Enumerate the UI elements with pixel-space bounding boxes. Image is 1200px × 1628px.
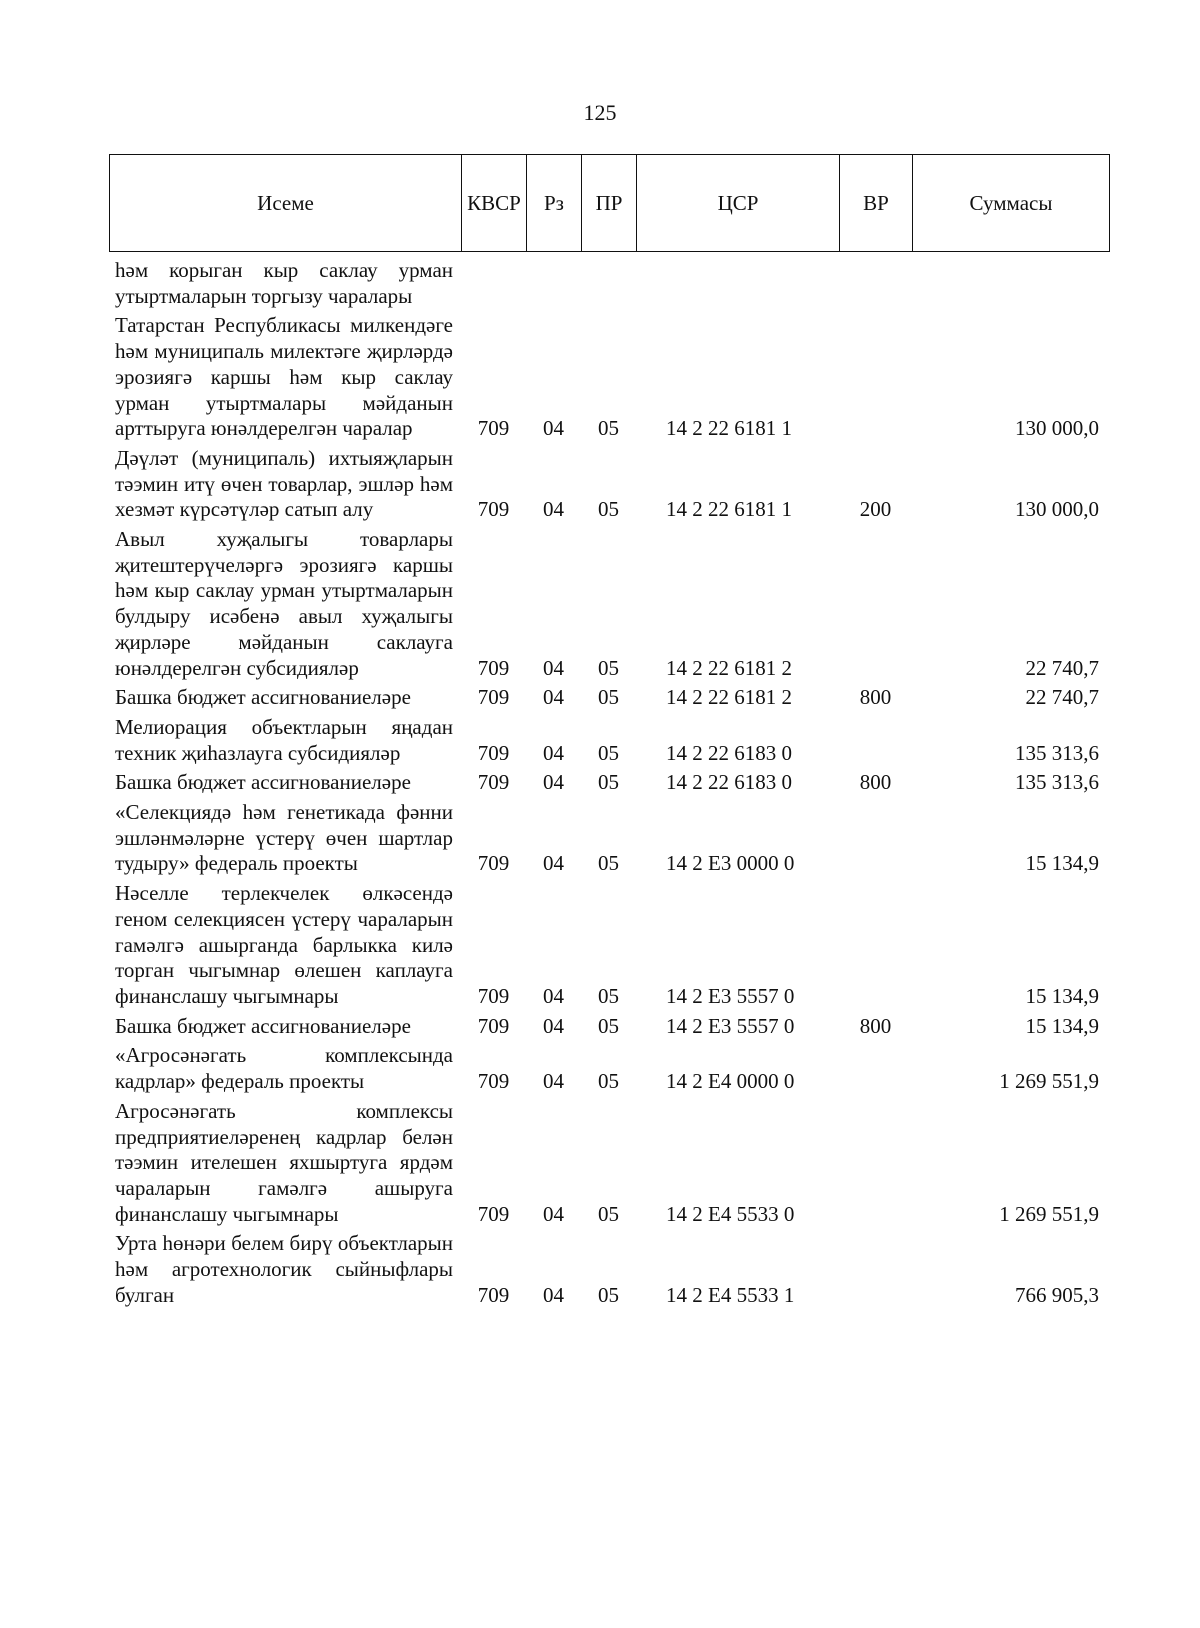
cell-name: «Селекциядә һәм генетикада фәнни эшләнмәләрне үстерү өчен шартлар тудыру» федераль проекты (115, 800, 453, 876)
cell-pr: 05 (598, 1069, 619, 1094)
cell-csr: 14 2 E3 5557 0 (666, 983, 795, 1008)
cell-sum: 130 000,0 (1015, 416, 1099, 441)
cell-pr: 05 (598, 655, 619, 680)
cell-sum: 766 905,3 (1015, 1282, 1099, 1307)
cell-name: Башка бюджет ассигнованиеләре (115, 1013, 411, 1038)
table-row (109, 800, 1109, 877)
cell-sum: 1 269 551,9 (999, 1201, 1099, 1226)
table-header (109, 154, 1110, 252)
cell-csr: 14 2 22 6181 2 (666, 655, 792, 680)
header-vr: ВР (840, 155, 913, 252)
cell-sum: 15 134,9 (1025, 983, 1099, 1008)
cell-name: һәм корыган кыр саклау урман утыртмаларын торгызу чаралары (115, 258, 453, 308)
cell-csr: 14 2 E3 0000 0 (666, 851, 795, 876)
cell-name: Урта һөнәри белем бирү объектларын һәм агротехнологик сыйныфлары булган (115, 1231, 453, 1307)
cell-csr: 14 2 22 6181 1 (666, 497, 792, 522)
table-row (109, 770, 1109, 796)
table-row (109, 685, 1109, 711)
cell-kvsr: 709 (477, 1201, 510, 1226)
header-name: Исеме (110, 155, 462, 252)
cell-pr: 05 (598, 1201, 619, 1226)
cell-csr: 14 2 E4 5533 0 (666, 1201, 795, 1226)
cell-rz: 04 (543, 416, 564, 441)
cell-kvsr: 709 (477, 497, 510, 522)
cell-sum: 15 134,9 (1025, 1013, 1099, 1038)
cell-name: Авыл хуҗалыгы товарлары җитештерүчеләргә эрозиягә каршы һәм кыр саклау урман утыртмаларын булдыру исәбенә авыл хуҗалыгы җирләре мәйданын саклауга юнәлдерелгән субсидияләр (115, 527, 453, 680)
cell-vr: 200 (859, 497, 892, 522)
cell-rz: 04 (543, 1013, 564, 1038)
cell-kvsr: 709 (477, 851, 510, 876)
cell-kvsr: 709 (477, 740, 510, 765)
cell-sum: 135 313,6 (1015, 740, 1099, 765)
table-row (109, 446, 1109, 523)
cell-name: Татарстан Республикасы милкендәге һәм муниципаль милектәге җирләрдә эрозиягә каршы һәм кыр саклау урман утыртмалары мәйданын арттыруга юнәлдерелгән чаралар (115, 313, 453, 441)
cell-kvsr: 709 (477, 416, 510, 441)
cell-rz: 04 (543, 1201, 564, 1226)
cell-name: Башка бюджет ассигнованиеләре (115, 685, 411, 710)
cell-vr: 800 (859, 770, 892, 795)
cell-kvsr: 709 (477, 1069, 510, 1094)
cell-pr: 05 (598, 416, 619, 441)
cell-rz: 04 (543, 655, 564, 680)
table-row (109, 881, 1109, 1010)
cell-pr: 05 (598, 740, 619, 765)
header-csr: ЦСР (637, 155, 840, 252)
cell-pr: 05 (598, 1282, 619, 1307)
cell-sum: 1 269 551,9 (999, 1069, 1099, 1094)
cell-pr: 05 (598, 851, 619, 876)
cell-kvsr: 709 (477, 655, 510, 680)
cell-pr: 05 (598, 1013, 619, 1038)
cell-name: Башка бюджет ассигнованиеләре (115, 770, 411, 795)
table-row (109, 1231, 1109, 1308)
cell-pr: 05 (598, 770, 619, 795)
cell-kvsr: 709 (477, 983, 510, 1008)
cell-name: Дәүләт (муниципаль) ихтыяҗларын тәэмин итү өчен товарлар, эшләр һәм хезмәт күрсәтүләр сатып алу (115, 445, 453, 522)
cell-rz: 04 (543, 770, 564, 795)
cell-sum: 130 000,0 (1015, 497, 1099, 522)
cell-csr: 14 2 22 6181 2 (666, 685, 792, 710)
header-kvsr: КВСР (462, 155, 527, 252)
cell-sum: 22 740,7 (1025, 685, 1099, 710)
cell-name: Мелиорация объектларын яңадан техник җиһазлауга субсидияләр (115, 714, 453, 765)
cell-rz: 04 (543, 851, 564, 876)
cell-sum: 22 740,7 (1025, 655, 1099, 680)
cell-name: Нәселле терлекчелек өлкәсендә геном селекциясен үстерү чараларын гамәлгә ашырганда барлыкка килә торган чыгымнар өлешен каплауга финанслашу чыгымнары (115, 881, 453, 1008)
cell-name: Агросәнәгать комплексы предприятиеләренең кадрлар белән тәэмин ителешен яхшыртуга ярдәм чараларын гамәлгә ашыруга финанслашу чыгымнары (115, 1098, 453, 1226)
cell-csr: 14 2 22 6183 0 (666, 770, 792, 795)
table-row (109, 1099, 1109, 1228)
cell-rz: 04 (543, 983, 564, 1008)
cell-rz: 04 (543, 1282, 564, 1307)
table-row (109, 258, 1109, 309)
cell-name: «Агросәнәгать комплексында кадрлар» федераль проекты (115, 1043, 453, 1094)
cell-csr: 14 2 E3 5557 0 (666, 1013, 795, 1038)
header-rz: Рз (527, 155, 582, 252)
cell-csr: 14 2 22 6183 0 (666, 740, 792, 765)
cell-csr: 14 2 E4 0000 0 (666, 1069, 795, 1094)
table-row (109, 715, 1109, 766)
cell-rz: 04 (543, 1069, 564, 1094)
cell-kvsr: 709 (477, 685, 510, 710)
cell-pr: 05 (598, 983, 619, 1008)
cell-rz: 04 (543, 685, 564, 710)
header-sum: Суммасы (913, 155, 1110, 252)
table-row (109, 313, 1109, 442)
cell-pr: 05 (598, 685, 619, 710)
cell-rz: 04 (543, 497, 564, 522)
cell-vr: 800 (859, 1013, 892, 1038)
cell-vr: 800 (859, 685, 892, 710)
table-row (109, 527, 1109, 681)
cell-kvsr: 709 (477, 1013, 510, 1038)
cell-kvsr: 709 (477, 1282, 510, 1307)
cell-sum: 135 313,6 (1015, 770, 1099, 795)
cell-csr: 14 2 22 6181 1 (666, 416, 792, 441)
table-body (109, 258, 1109, 1312)
cell-csr: 14 2 E4 5533 1 (666, 1282, 795, 1307)
table-row (109, 1014, 1109, 1040)
header-pr: ПР (582, 155, 637, 252)
table-row (109, 1043, 1109, 1094)
cell-pr: 05 (598, 497, 619, 522)
cell-sum: 15 134,9 (1025, 851, 1099, 876)
cell-rz: 04 (543, 740, 564, 765)
page-number: 125 (583, 100, 617, 125)
cell-kvsr: 709 (477, 770, 510, 795)
